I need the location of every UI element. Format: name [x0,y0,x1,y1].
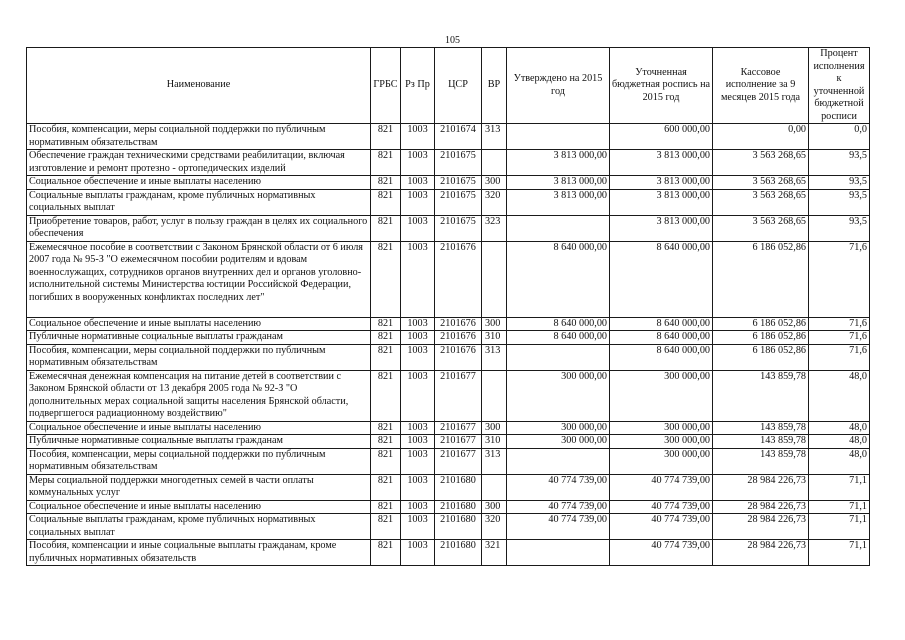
row-vr: 313 [482,344,507,370]
row-refined: 8 640 000,00 [610,344,713,370]
row-approved: 8 640 000,00 [507,241,610,317]
table-row [27,317,870,331]
row-refined: 3 813 000,00 [610,150,713,176]
row-rz-pr: 1003 [401,317,435,331]
header-grbs: ГРБС [371,48,401,124]
row-approved: 8 640 000,00 [507,331,610,345]
table-header [27,48,870,124]
table-row [27,514,870,540]
row-cash: 3 563 268,65 [713,189,809,215]
row-cash: 6 186 052,86 [713,241,809,317]
row-rz-pr: 1003 [401,176,435,190]
header-csr: ЦСР [435,48,482,124]
row-csr: 2101676 [435,241,482,317]
row-refined: 300 000,00 [610,448,713,474]
row-csr: 2101677 [435,435,482,449]
row-percent: 71,6 [809,317,870,331]
row-approved [507,124,610,150]
row-csr: 2101675 [435,150,482,176]
table-row [27,435,870,449]
row-approved [507,448,610,474]
row-refined: 3 813 000,00 [610,189,713,215]
row-csr: 2101680 [435,474,482,500]
row-name: Пособия, компенсации и иные социальные выплаты гражданам, кроме публичных нормативных обязательств [27,540,371,566]
row-refined: 40 774 739,00 [610,540,713,566]
row-approved: 300 000,00 [507,435,610,449]
row-vr: 323 [482,215,507,241]
row-percent: 48,0 [809,448,870,474]
header-rz-pr: Рз Пр [401,48,435,124]
row-csr: 2101677 [435,370,482,421]
row-refined: 3 813 000,00 [610,176,713,190]
header-cash: Кассовое исполнение за 9 месяцев 2015 года [713,48,809,124]
row-grbs: 821 [371,331,401,345]
row-approved [507,215,610,241]
row-approved: 300 000,00 [507,370,610,421]
row-refined: 300 000,00 [610,435,713,449]
table-row [27,215,870,241]
row-name: Меры социальной поддержки многодетных семей в части оплаты коммунальных услуг [27,474,371,500]
row-cash: 28 984 226,73 [713,500,809,514]
row-percent: 71,1 [809,514,870,540]
row-csr: 2101674 [435,124,482,150]
table-row [27,176,870,190]
row-csr: 2101677 [435,421,482,435]
row-csr: 2101675 [435,215,482,241]
row-grbs: 821 [371,176,401,190]
row-csr: 2101676 [435,344,482,370]
row-rz-pr: 1003 [401,421,435,435]
table-row [27,448,870,474]
row-refined: 40 774 739,00 [610,474,713,500]
row-cash: 143 859,78 [713,421,809,435]
row-vr [482,150,507,176]
row-refined: 3 813 000,00 [610,215,713,241]
row-percent: 71,1 [809,540,870,566]
row-rz-pr: 1003 [401,331,435,345]
row-csr: 2101680 [435,514,482,540]
row-grbs: 821 [371,215,401,241]
row-rz-pr: 1003 [401,241,435,317]
row-name: Обеспечение граждан техническими средствами реабилитации, включая изготовление и ремонт протезно - ортопедических изделий [27,150,371,176]
row-vr: 300 [482,176,507,190]
row-csr: 2101680 [435,540,482,566]
row-percent: 48,0 [809,370,870,421]
row-vr [482,241,507,317]
row-name: Социальные выплаты гражданам, кроме публичных нормативных социальных выплат [27,514,371,540]
table-row [27,370,870,421]
page-number: 105 [445,35,460,46]
row-rz-pr: 1003 [401,500,435,514]
row-vr: 300 [482,421,507,435]
row-grbs: 821 [371,241,401,317]
row-rz-pr: 1003 [401,448,435,474]
table-row [27,421,870,435]
row-rz-pr: 1003 [401,435,435,449]
header-percent: Процент исполнения к уточненной бюджетной росписи [809,48,870,124]
header-name: Наименование [27,48,371,124]
row-name: Пособия, компенсации, меры социальной поддержки по публичным нормативным обязательствам [27,344,371,370]
row-cash: 3 563 268,65 [713,150,809,176]
row-grbs: 821 [371,344,401,370]
row-rz-pr: 1003 [401,474,435,500]
row-approved: 40 774 739,00 [507,514,610,540]
row-rz-pr: 1003 [401,514,435,540]
row-name: Пособия, компенсации, меры социальной поддержки по публичным нормативным обязательствам [27,448,371,474]
row-grbs: 821 [371,500,401,514]
row-grbs: 821 [371,474,401,500]
row-cash: 0,00 [713,124,809,150]
row-percent: 48,0 [809,421,870,435]
row-rz-pr: 1003 [401,215,435,241]
row-csr: 2101676 [435,331,482,345]
row-refined: 8 640 000,00 [610,317,713,331]
row-percent: 71,1 [809,500,870,514]
row-rz-pr: 1003 [401,344,435,370]
row-cash: 28 984 226,73 [713,474,809,500]
header-vr: ВР [482,48,507,124]
row-name: Социальные выплаты гражданам, кроме публичных нормативных социальных выплат [27,189,371,215]
table-row [27,344,870,370]
row-approved: 3 813 000,00 [507,189,610,215]
row-name: Социальное обеспечение и иные выплаты населению [27,176,371,190]
row-vr: 313 [482,124,507,150]
row-name: Социальное обеспечение и иные выплаты населению [27,500,371,514]
row-grbs: 821 [371,435,401,449]
row-cash: 28 984 226,73 [713,540,809,566]
row-refined: 40 774 739,00 [610,500,713,514]
row-approved: 3 813 000,00 [507,176,610,190]
row-approved [507,540,610,566]
row-percent: 93,5 [809,189,870,215]
row-percent: 93,5 [809,176,870,190]
row-rz-pr: 1003 [401,124,435,150]
row-vr: 300 [482,500,507,514]
row-refined: 300 000,00 [610,421,713,435]
row-rz-pr: 1003 [401,150,435,176]
row-cash: 143 859,78 [713,435,809,449]
row-percent: 93,5 [809,150,870,176]
row-cash: 3 563 268,65 [713,176,809,190]
row-approved: 3 813 000,00 [507,150,610,176]
row-vr: 321 [482,540,507,566]
row-approved: 40 774 739,00 [507,500,610,514]
row-approved: 300 000,00 [507,421,610,435]
row-rz-pr: 1003 [401,189,435,215]
row-csr: 2101680 [435,500,482,514]
row-approved: 8 640 000,00 [507,317,610,331]
row-grbs: 821 [371,540,401,566]
row-name: Социальное обеспечение и иные выплаты населению [27,421,371,435]
row-refined: 600 000,00 [610,124,713,150]
row-refined: 8 640 000,00 [610,331,713,345]
header-row [27,48,870,124]
row-grbs: 821 [371,189,401,215]
table-row [27,124,870,150]
row-refined: 300 000,00 [610,370,713,421]
header-approved: Утверждено на 2015 год [507,48,610,124]
row-grbs: 821 [371,124,401,150]
row-grbs: 821 [371,514,401,540]
row-csr: 2101676 [435,317,482,331]
table-row [27,150,870,176]
row-cash: 28 984 226,73 [713,514,809,540]
header-refined: Уточненная бюджетная роспись на 2015 год [610,48,713,124]
row-vr [482,474,507,500]
row-percent: 0,0 [809,124,870,150]
row-approved [507,344,610,370]
row-grbs: 821 [371,317,401,331]
row-percent: 48,0 [809,435,870,449]
row-rz-pr: 1003 [401,370,435,421]
row-cash: 143 859,78 [713,448,809,474]
row-grbs: 821 [371,370,401,421]
row-cash: 6 186 052,86 [713,317,809,331]
row-percent: 71,1 [809,474,870,500]
row-name: Публичные нормативные социальные выплаты гражданам [27,331,371,345]
row-name: Ежемесячная денежная компенсация на питание детей в соответствии с Законом Брянской области от 13 декабря 2005 года № 92-З "О дополнительных мерах социальной защиты населения Брянской области, подвергшегося радиационному воздействию" [27,370,371,421]
row-rz-pr: 1003 [401,540,435,566]
budget-table [26,47,870,566]
row-vr: 310 [482,331,507,345]
row-cash: 3 563 268,65 [713,215,809,241]
table-row [27,474,870,500]
row-percent: 71,6 [809,331,870,345]
row-percent: 71,6 [809,344,870,370]
row-grbs: 821 [371,150,401,176]
table-row [27,189,870,215]
row-refined: 40 774 739,00 [610,514,713,540]
row-vr: 310 [482,435,507,449]
row-grbs: 821 [371,448,401,474]
row-percent: 71,6 [809,241,870,317]
row-name: Пособия, компенсации, меры социальной поддержки по публичным нормативным обязательствам [27,124,371,150]
row-refined: 8 640 000,00 [610,241,713,317]
row-name: Приобретение товаров, работ, услуг в пользу граждан в целях их социального обеспечения [27,215,371,241]
row-vr: 320 [482,514,507,540]
row-name: Социальное обеспечение и иные выплаты населению [27,317,371,331]
row-vr: 313 [482,448,507,474]
row-vr: 300 [482,317,507,331]
row-vr [482,370,507,421]
table-row [27,241,870,317]
row-cash: 6 186 052,86 [713,331,809,345]
row-percent: 93,5 [809,215,870,241]
row-vr: 320 [482,189,507,215]
row-csr: 2101675 [435,176,482,190]
row-grbs: 821 [371,421,401,435]
row-name: Ежемесячное пособие в соответствии с Законом Брянской области от 6 июля 2007 года № 95-З "О ежемесячном пособии родителям и вдовам военнослужащих, сотрудников органов внутренних дел и органов уголовно-исполнительной системы Министерства юстиции Российской Федерации, погибших в вооруженных конфликтах последних лет" [27,241,371,317]
row-cash: 6 186 052,86 [713,344,809,370]
row-approved: 40 774 739,00 [507,474,610,500]
table-row [27,500,870,514]
row-csr: 2101675 [435,189,482,215]
row-csr: 2101677 [435,448,482,474]
table-row [27,331,870,345]
row-cash: 143 859,78 [713,370,809,421]
table-row [27,540,870,566]
row-name: Публичные нормативные социальные выплаты гражданам [27,435,371,449]
table-body [27,124,870,566]
